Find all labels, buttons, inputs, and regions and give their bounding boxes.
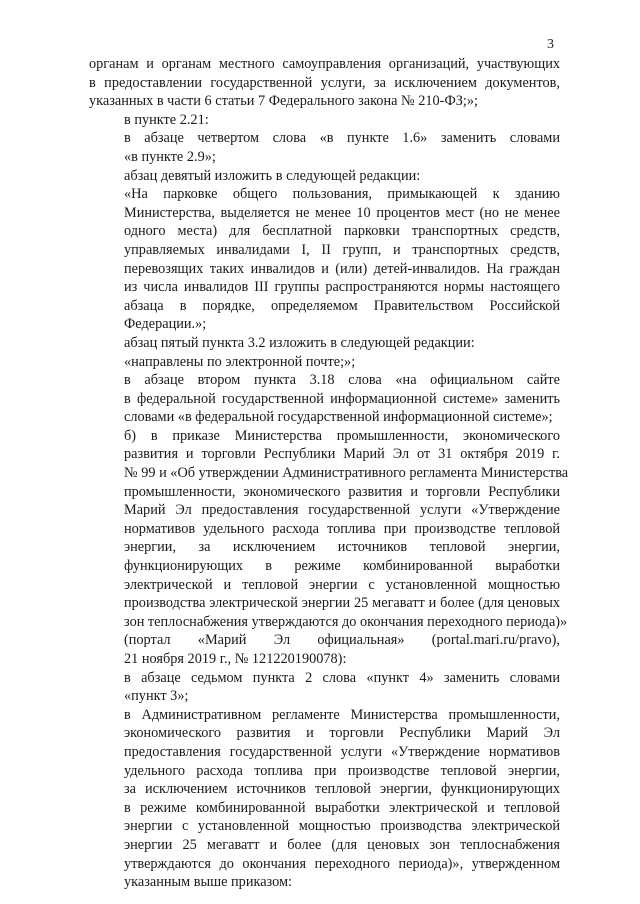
text-line: перевозящих таких инвалидов и (или) детей-инвалидов. На граждан — [124, 260, 560, 277]
text-line: управляемых инвалидами I, II групп, и транспортных средств, — [124, 241, 560, 258]
text-line: в абзаце седьмом пункта 2 слова «пункт 4» заменить словами — [124, 669, 560, 686]
paragraph — [89, 427, 569, 669]
page-number: 3 — [547, 37, 554, 52]
text-line: в пункте 2.21: — [124, 111, 209, 128]
text-line: предоставления государственной услуги «Утверждение нормативов — [124, 743, 560, 760]
paragraph — [89, 55, 560, 111]
text-line: «На парковке общего пользования, примыкающей к зданию — [124, 186, 560, 203]
text-line: энергии с установленной мощностью производства электрической — [124, 818, 560, 835]
text-line: экономического развития и торговли Республики Марий Эл — [124, 725, 560, 742]
text-line: удельного расхода топлива при производстве тепловой энергии, — [124, 762, 560, 779]
text-line: Министерства, выделяется не менее 10 процентов мест (но не менее — [124, 204, 560, 221]
text-line: Марий Эл предоставления государственной услуги «Утверждение — [124, 502, 560, 519]
text-line: одного места) для бесплатной парковки транспортных средств, — [124, 223, 560, 240]
paragraph — [89, 185, 560, 334]
text-line: № 99 и «Об утверждении Административного регламента Министерства — [124, 465, 569, 482]
text-line: функционирующих в режиме комбинированной выработки — [124, 558, 560, 575]
text-line: энергии, за исключением источников тепловой энергии, — [124, 539, 560, 556]
text-line: в Административном регламенте Министерства промышленности, — [124, 706, 560, 723]
text-line: в абзаце четвертом слова «в пункте 1.6» заменить словами — [124, 130, 560, 147]
paragraph — [89, 334, 560, 353]
text-line: в федеральной государственной информационной системе» заменить — [124, 390, 560, 407]
text-line: Федерации.»; — [124, 316, 207, 333]
paragraph — [89, 129, 560, 166]
text-line: «направлены по электронной почте;»; — [124, 353, 356, 370]
text-line: производства электрической энергии 25 мегаватт и более (для ценовых — [124, 595, 560, 612]
text-line: (портал «Марий Эл официальная» (portal.mari.ru/pravo), — [124, 632, 560, 649]
text-line: б) в приказе Министерства промышленности, экономического — [124, 427, 560, 444]
text-line: в абзаце втором пункта 3.18 слова «на официальном сайте — [124, 372, 560, 389]
text-line: в режиме комбинированной выработки электрической и тепловой — [124, 799, 560, 816]
text-line: в предоставлении государственной услуги, за исключением документов, — [89, 74, 560, 91]
text-line: зон теплоснабжения утверждаются до окончания переходного периода)» — [124, 613, 568, 630]
paragraph — [89, 706, 560, 892]
text-line: «в пункте 2.9»; — [124, 148, 216, 165]
text-line: 21 ноября 2019 г., № 121220190078): — [124, 651, 347, 667]
text-line: абзаца в порядке, определяемом Правительством Российской — [124, 297, 560, 314]
text-line: развития и торговли Республики Марий Эл от 31 октября 2019 г. — [124, 446, 560, 463]
text-line: промышленности, экономического развития и торговли Республики — [124, 483, 560, 500]
paragraph — [89, 669, 560, 706]
text-line: энергии 25 мегаватт и более (для ценовых зон теплоснабжения — [124, 836, 560, 853]
paragraph — [89, 111, 560, 130]
text-line: нормативов удельного расхода топлива при производстве тепловой — [124, 520, 560, 537]
paragraph — [89, 167, 560, 186]
text-line: «пункт 3»; — [124, 688, 189, 705]
text-line: словами «в федеральной государственной информационной системе»; — [124, 409, 553, 426]
document-body — [89, 55, 569, 892]
text-line: указанным выше приказом: — [124, 874, 293, 891]
text-line: органам и органам местного самоуправления организаций, участвующих — [89, 56, 560, 72]
text-line: указанных в части 6 статьи 7 Федерального закона № 210-ФЗ;»; — [89, 93, 478, 110]
text-line: абзац пятый пункта 3.2 изложить в следующей редакции: — [124, 334, 475, 351]
text-line: за исключением источников тепловой энергии, функционирующих — [124, 781, 560, 798]
text-line: из числа инвалидов III группы распространяются нормы настоящего — [124, 279, 560, 296]
paragraph — [89, 371, 560, 427]
text-line: электрической и тепловой энергии с установленной мощностью — [124, 576, 560, 593]
text-line: утверждаются до окончания переходного периода)», утвержденном — [124, 855, 560, 872]
text-line: абзац девятый изложить в следующей редакции: — [124, 167, 421, 184]
paragraph — [89, 353, 560, 372]
